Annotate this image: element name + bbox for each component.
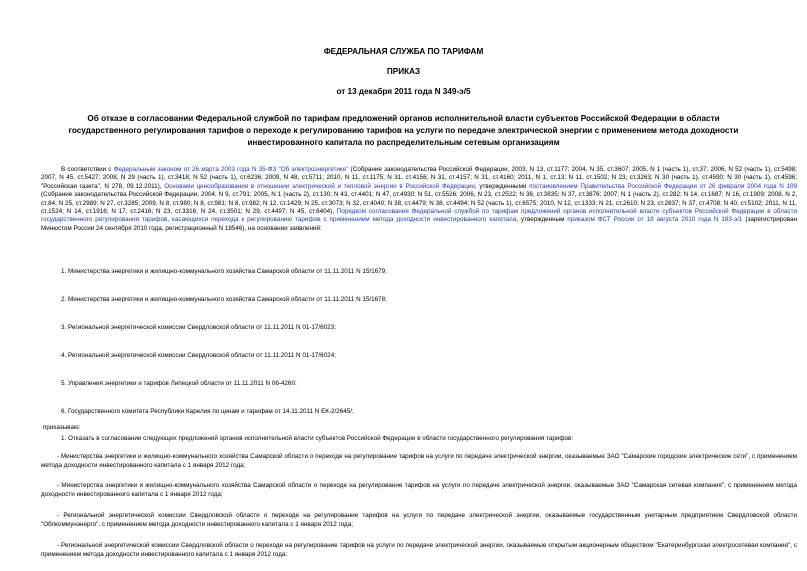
preamble-paragraph — [41, 166, 797, 233]
point-1: 1. Отказать в согласовании следующих предложений органов исполнительной власти субъектов Российской Федерации в области государственного регулирования тарифов: — [61, 435, 574, 442]
dash-item: - Министерства энергетики и жилищно-коммунального хозяйства Самарской области о переходе на регулирование тарифов на услуги по передаче электрической энергии, оказываемые ЗАО "Самарские городские электрические сети", с применением метода доходности инвестированного капитала с 1 января 2012 года; — [41, 453, 797, 469]
preamble-text: (Собрание законодательства Российской Федерации, 2004, N 9, ст.791; 2005, N 1 (часть 2), ст.130; N 43, ст.4401; N 47, ст.4930; N 51, ст.5526; 2006, N 23, ст.2522; N 36, ст.3835; N 37, ст.3876; 2007, N 1 (часть 2), ст.282; N 14, ст.1687; N 16, ст.1909; 2008, N 2, ст.84; N 25, ст.2989; N 27, ст.3285; 2009, N 8, ст.980; N 8, ст.981; N 8, ст.982; N 12, ст.1429; N 25, ст.3073; N 32, ст.4040; N 38, ст.4479; N 38, ст.4494; N 52 (часть 1), ст.6575; 2010, N 12, ст.1333; N 21, ст.2610; N 23, ст.2837; N 37, ст.4708; N 40, ст.5102; 2011, N 11, ст.1524; N 14, ст.1916; N 17, ст.2416; N 23, ст.3316; N 24, ст.3501; N 29, ст.4497; N 45, ст.6404), — [41, 191, 797, 216]
dash-item: - Министерства энергетики и жилищно-коммунального хозяйства Самарской области о переходе на регулирование тарифов на услуги по передаче электрической энергии, оказываемые ЗАО "Самарская сетевая компания", с применением метода доходности инвестированного капитала с 1 января 2012 года; — [41, 482, 797, 498]
agency-heading: ФЕДЕРАЛЬНАЯ СЛУЖБА ПО ТАРИФАМ — [323, 47, 484, 56]
law-link[interactable]: Федеральным законом от 26 марта 2003 года N 35-ФЗ "Об электроэнергетике" — [113, 166, 349, 173]
list-item: 4. Региональной энергетической комиссии Свердловской области от 11.11.2011 N 01-17/6024; — [61, 352, 336, 359]
government-decree-link[interactable]: постановлением Правительства Российской Федерации от 26 февраля 2004 года N 109 — [529, 182, 797, 190]
list-item: 1. Министерства энергетики и жилищно-коммунального хозяйства Самарской области от 11.11.2011 N 15/1679; — [61, 268, 387, 275]
fst-order-link[interactable]: приказом ФСТ России от 18 августа 2010 года N 183-э/1 — [567, 216, 743, 224]
approval-procedure-link[interactable]: Порядком согласования Федеральной службой по тарифам предложений органов исполнительной власти субъектов Российской Федерации в области государственного регулирования тарифов, касающихся перехода к регулированию тарифов с применением метода доходности инвестированного капитала — [41, 208, 797, 224]
pricing-basics-link[interactable]: Основами ценообразования в отношении электрической и тепловой энергии в Российской Федерации — [164, 182, 475, 190]
doc-type-heading: ПРИКАЗ — [386, 67, 421, 76]
preamble-text: (Собрание законодательства Российской Федерации, 2003, N 13, ст.1177; 2004, N 35, ст.3607; 2005, N 1 (часть 1), ст.37; 2006, N 52 (часть 1), ст.5498; 2007, N 45, ст.5427; 2008, N 29 (часть 1), ст.3418; N 52 (часть 1), ст.6236; 2009, N 48, ст.5711; 2010, N 11, ст.1175; N 31, ст.4156; N 31, ст.4157; N 31, ст.4160; 2011, N 1, ст.13; N 11, ст.1502; N 23, ст.3263; N 30 (часть 1), ст.4590; N 30 (часть 1), ст.4596; "Российская газета", N 278, 09.12.2011), — [41, 166, 797, 190]
date-number-heading: от 13 декабря 2011 года N 349-э/5 — [336, 87, 471, 96]
preamble-text: В соответствии с — [61, 166, 114, 173]
title-line-2: государственного регулирования тарифов о переходе к регулированию тарифов на услуги по передаче электрической энергии с применением метода доходности — [68, 126, 739, 135]
dash-item: - Региональной энергетической комиссии Свердловской области о переходе на регулирование тарифов на услуги по передаче электрической энергии, оказываемые открытым акционерным обществом "Екатеринбургская электросетевая компания", с применением метода доходности инвестированного капитала с 1 января 2012 года; — [41, 542, 797, 558]
order-word: приказываю: — [43, 424, 81, 431]
preamble-text: , утвержденным — [516, 216, 568, 224]
list-item: 3. Региональной энергетической комиссии Свердловской области от 11.11.2011 N 01-17/6023; — [61, 324, 336, 331]
title-line-3: инвестированного капитала по распределительным сетевым организациям — [247, 138, 560, 147]
preamble-text: , утвержденными — [474, 182, 530, 190]
title-line-1: Об отказе в согласовании Федеральной службой по тарифам предложений органов исполнительной власти субъектов Российской Федерации в области — [87, 114, 720, 123]
document-title — [30, 113, 777, 149]
preamble — [41, 166, 797, 233]
dash-item: - Региональной энергетической комиссии Свердловской области о переходе на регулирование тарифов на услуги по передаче электрической энергии, оказываемые государственным унитарным предприятием Свердловской области "Облкоммунэнерго", с применением метода доходности инвестированного капитала с 1 января 2012 года; — [41, 512, 797, 528]
list-item: 2. Министерства энергетики и жилищно-коммунального хозяйства Самарской области от 11.11.2011 N 15/1678; — [61, 296, 387, 303]
list-item: 6. Государственного комитета Республики Карелия по ценам и тарифам от 14.11.2011 N ЕК-2/2645/; — [61, 408, 354, 415]
preamble-text: (зарегистрирован Минюстом России 24 сентября 2010 года, регистрационный N 18546), на основании заявлений: — [41, 216, 798, 232]
list-item: 5. Управления энергетики и тарифов Липецкой области от 11.11.2011 N 06-4260; — [61, 380, 297, 387]
